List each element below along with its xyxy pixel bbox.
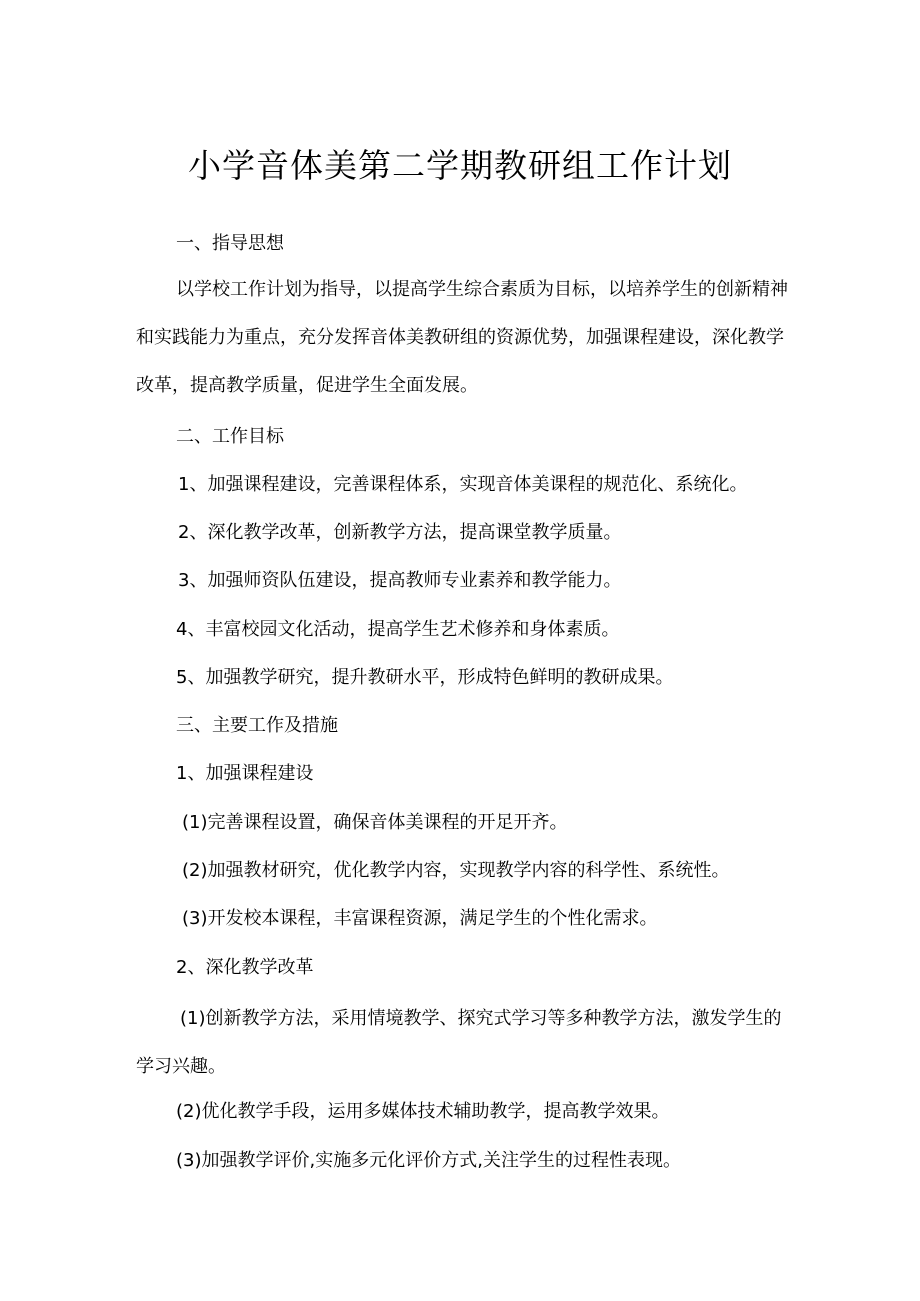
subsection-heading-teaching-reform: 2、深化教学改革 (176, 957, 314, 978)
goal-item: 5、加强教学研究，提升教研水平，形成特色鲜明的教研成果。 (176, 667, 674, 688)
teaching-reform-item: (2)优化教学手段，运用多媒体技术辅助教学，提高教学效果。 (176, 1101, 670, 1122)
subsection-heading-curriculum: 1、加强课程建设 (176, 763, 314, 784)
goal-item: 3、加强师资队伍建设，提高教师专业素养和教学能力。 (178, 570, 622, 591)
document-title: 小学音体美第二学期教研组工作计划 (188, 146, 732, 185)
curriculum-item: (1)完善课程设置，确保音体美课程的开足开齐。 (182, 812, 568, 833)
section-heading-goals: 二、工作目标 (176, 426, 284, 447)
section-heading-measures: 三、主要工作及措施 (176, 715, 338, 736)
curriculum-item: (2)加强教材研究，优化教学内容，实现教学内容的科学性、系统性。 (182, 860, 730, 881)
section-heading-guiding-thought: 一、指导思想 (176, 233, 284, 254)
goal-item: 1、加强课程建设，完善课程体系，实现音体美课程的规范化、系统化。 (178, 474, 748, 495)
teaching-reform-item: (1)创新教学方法，采用情境教学、探究式学习等多种教学方法，激发学生的学习兴趣。 (136, 1008, 782, 1077)
goal-item: 4、丰富校园文化活动，提高学生艺术修养和身体素质。 (176, 619, 620, 640)
teaching-reform-item: (3)加强教学评价,实施多元化评价方式,关注学生的过程性表现。 (176, 1150, 681, 1171)
guiding-thought-paragraph: 以学校工作计划为指导，以提高学生综合素质为目标，以培养学生的创新精神和实践能力为重点，充分发挥音体美教研组的资源优势，加强课程建设，深化教学改革，提高教学质量，促进学生全面发展。 (136, 279, 788, 396)
goal-item: 2、深化教学改革，创新教学方法，提高课堂教学质量。 (178, 522, 622, 543)
curriculum-item: (3)开发校本课程，丰富课程资源，满足学生的个性化需求。 (182, 908, 658, 929)
